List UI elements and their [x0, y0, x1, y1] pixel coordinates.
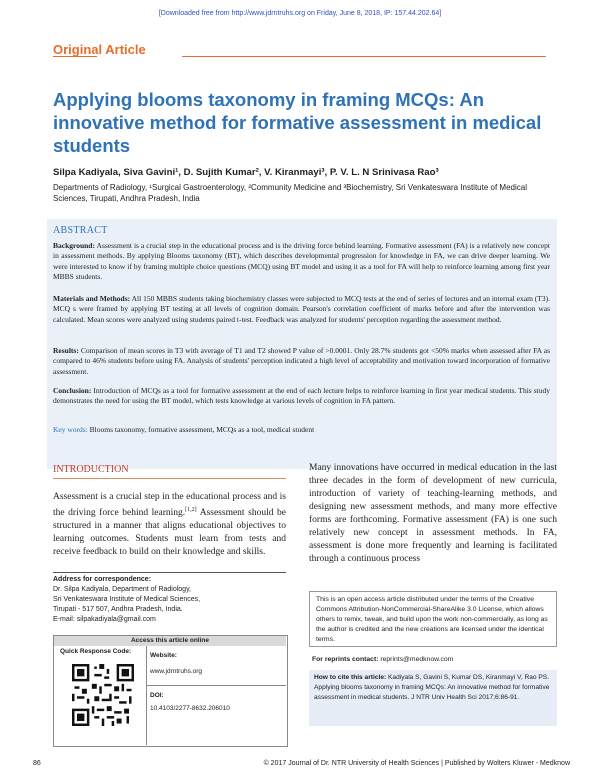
background-label: Background:: [53, 241, 95, 250]
methods-label: Materials and Methods:: [53, 294, 131, 303]
access-divider-horizontal: [147, 685, 286, 686]
reprints-label: For reprints contact:: [312, 656, 379, 663]
page-number: 86: [33, 760, 41, 767]
abstract-methods: [53, 294, 550, 325]
access-heading: Access this article online: [54, 636, 286, 646]
introduction-rule: [53, 478, 286, 479]
access-divider-vertical: [146, 646, 147, 745]
cite-text: Kadiyala S, Gavini S, Kumar DS, Kiranmayi V, Rao PS. Applying blooms taxonomy in framing MCQs: An innovative method for formative assessment in medical students. J NTR Univ Health Sci 2017;6:86-91.: [314, 674, 550, 701]
keywords-text: Blooms taxonomy, formative assessment, MCQs as a tool, medical student: [89, 425, 315, 434]
intro-left-text-2: Assessment should be structured in a manner that aligns educational objectives to learning outcomes. Students must learn from tests and receive feedback to build on their knowledge and skills.: [53, 508, 286, 558]
website-link[interactable]: www.jdrntruhs.org: [150, 668, 203, 675]
background-text: Assessment is a crucial step in the educational process and is the driving force behind learning. Formative assessment (FA) is a relatively new concept in assessment methods. By applying Blooms taxonomy (BT), which describes developmental progression for knowledge in FA, we can drive deeper learning. We were interested to know if by framing multiple choice questions (MCQ) using BT model and using it as a tool for FA will help to reinforce learning among first year MBBS students.: [53, 241, 550, 281]
citation-ref[interactable]: [1,2]: [185, 507, 197, 513]
qr-label: Quick Response Code:: [60, 648, 132, 655]
article-title: Applying blooms taxonomy in framing MCQs: An innovative method for formative assessment in medical students: [53, 89, 542, 156]
abstract-conclusion: [53, 386, 550, 407]
affiliations: Departments of Radiology, ¹Surgical Gastroenterology, ²Community Medicine and ³Biochemistry, Sri Venkateswara Institute of Medical Sciences, Tirupati, Andhra Pradesh, India: [53, 183, 527, 203]
website-label: Website:: [150, 652, 177, 659]
download-banner: [Downloaded free from http://www.jdrntruhs.org on Friday, June 8, 2018, IP: 157.44.202.64]: [158, 10, 442, 17]
cite-box: [309, 670, 557, 726]
doi-link[interactable]: 10.4103/2277-8632.206010: [150, 705, 230, 712]
qr-code-icon[interactable]: [72, 664, 134, 726]
results-text: Comparison of mean scores in T3 with average of T1 and T2 showed P value of >0.0001. Only 28.7% students got <50% marks when assessed after FA as compared to 46% students before using FA. Analysis of students' perception indicated a high level of acceptability and motivation toward incorporation of formative assessment.: [53, 346, 551, 376]
intro-left-text: Assessment is a crucial step in the educational process and is the driving force behind learning.: [53, 492, 286, 519]
introduction-left-column: [53, 491, 286, 559]
correspondence-heading: Address for correspondence:: [53, 576, 152, 583]
conclusion-label: Conclusion:: [53, 386, 92, 395]
abstract-results: [53, 346, 550, 377]
article-type: Original Article: [53, 42, 146, 57]
correspondence-block: [53, 572, 286, 625]
correspondence-line: Tirupati - 517 507, Andhra Pradesh, India.: [53, 606, 183, 613]
license-box: This is an open access article distributed under the terms of the Creative Commons Attribution-NonCommercial-ShareAlike 3.0 License, which allows others to remix, tweak, and build upon the work non-commercially, as long as the author is credited and the new creations are licensed under the identical terms.: [309, 591, 557, 647]
correspondence-line: Sri Venkateswara Institute of Medical Sciences,: [53, 596, 201, 603]
reprints-email[interactable]: reprints@medknow.com: [380, 656, 454, 663]
abstract-keywords: [53, 425, 550, 435]
article-type-rule-right: [182, 56, 546, 57]
reprints-line: [312, 656, 453, 663]
introduction-heading: INTRODUCTION: [53, 464, 129, 475]
abstract-heading: ABSTRACT: [53, 225, 108, 236]
correspondence-line: Dr. Silpa Kadiyala, Department of Radiology,: [53, 586, 191, 593]
results-label: Results:: [53, 346, 79, 355]
abstract-background: [53, 241, 550, 282]
keywords-label: Key words:: [53, 425, 88, 434]
cite-label: How to cite this article:: [314, 674, 387, 681]
footer-copyright: © 2017 Journal of Dr. NTR University of Health Sciences | Published by Wolters Kluwer - Medknow: [263, 760, 570, 767]
introduction-right-column: Many innovations have occurred in medical education in the last three decades in the form of development of new curricula, introduction of variety of teaching-learning methods, and designing new assessment methods, and many more effective forms are forthcoming. Formative assessment (FA) is one such relatively new concept in assessment methods. In FA, assessment is done more frequently and learning is facilitated through a continuous process: [309, 463, 557, 564]
author-list: Silpa Kadiyala, Siva Gavini¹, D. Sujith Kumar², V. Kiranmayi³, P. V. L. N Srinivasa Rao³: [53, 167, 439, 178]
conclusion-text: Introduction of MCQs as a tool for formative assessment at the end of each lecture helps to reinforce learning in first year medical students. This study demonstrates the need for using the BT model, which tests knowledge at various levels of cognition in FA pattern.: [53, 386, 551, 406]
methods-text: All 150 MBBS students taking biochemistry classes were subjected to MCQ tests at the end of series of lectures and an internal exam (T3). MCQ s were framed by applying BT testing at all levels of cognition domain. Pearson's correlation coefficient of marks before and after the intervention was calculated. Mean scores were analyzed using students paired t-test. Feedback was analyzed for students' perception regarding the assessment method.: [53, 294, 550, 324]
doi-label: DOI:: [150, 692, 164, 699]
correspondence-email[interactable]: E-mail: silpakadiyala@gmail.com: [53, 616, 156, 623]
